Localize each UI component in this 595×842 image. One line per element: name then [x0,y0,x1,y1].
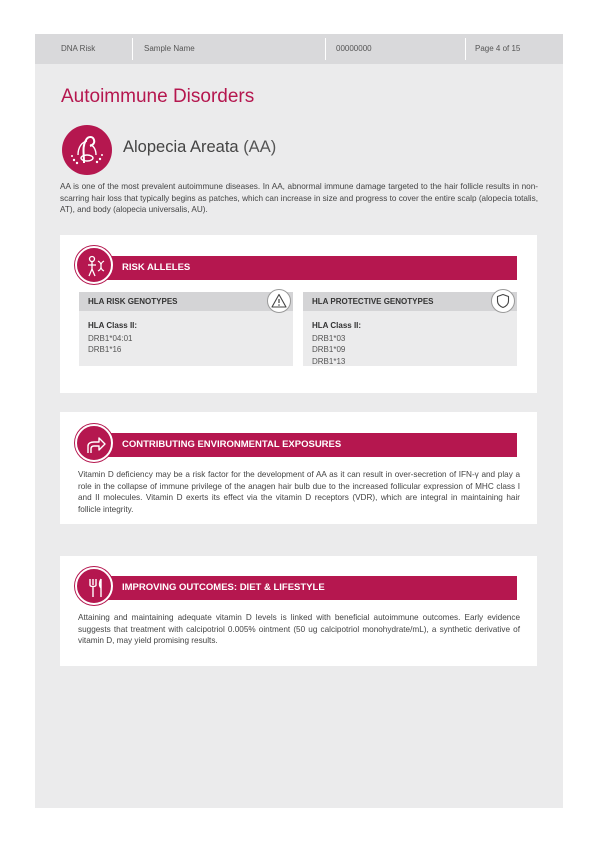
page-header [35,34,563,64]
protective-allele: DRB1*03 [312,333,346,343]
outcomes-text: Attaining and maintaining adequate vitamin D levels is linked with beneficial autoimmune outcomes. Early evidence suggests that treatment with calcipotriol 0.005% ointment (50 ug calcipotriol monohydrate/mL), a synthetic derivative of vitamin D, may yield promising results. [78,613,520,645]
sample-name: Sample Name [144,44,195,53]
risk-class-title: HLA Class II: [88,321,138,330]
dna-person-icon [75,246,113,284]
arrow-hand-icon [75,424,113,462]
protective-allele: DRB1*09 [312,345,346,354]
report-page [35,34,563,808]
section-title: Autoimmune Disorders [61,86,255,107]
environmental-banner: CONTRIBUTING ENVIRONMENTAL EXPOSURES [88,433,517,457]
outcomes-banner: IMPROVING OUTCOMES: DIET & LIFESTYLE [88,576,517,600]
disease-description: AA is one of the most prevalent autoimmune diseases. In AA, abnormal immune damage targeted to the hair follicle results in non-scarring hair loss that typically begins as patches, which can increase in size and progress to cover the entire scalp (alopecia totalis, AT), and body (alopecia universalis, AU). [60,182,538,214]
risk-allele: DRB1*16 [88,345,122,354]
warning-triangle-icon [267,289,291,313]
protective-class-title: HLA Class II: [312,321,362,330]
risk-genotypes-header [79,292,293,311]
risk-alleles-banner: RISK ALLELES [88,256,517,280]
protective-genotypes-title: HLA PROTECTIVE GENOTYPES [312,297,434,306]
report-type: DNA Risk [61,44,96,53]
disease-abbreviation: (AA) [243,138,277,156]
risk-alleles-card [60,235,537,393]
shield-icon [491,289,515,313]
page-number: Page 4 of 15 [475,44,521,53]
outcomes-card [60,556,537,666]
header-divider [325,38,326,60]
environmental-card [60,412,537,524]
protective-genotypes-panel [303,292,517,366]
fork-knife-icon [75,567,113,605]
risk-genotypes-body [79,311,293,366]
hair-follicle-icon [62,125,112,175]
risk-genotypes-title: HLA RISK GENOTYPES [88,297,178,306]
header-divider [465,38,466,60]
risk-allele: DRB1*04:01 [88,333,133,343]
sample-id: 00000000 [336,44,372,53]
protective-genotypes-header [303,292,517,311]
environmental-text: Vitamin D deficiency may be a risk factor for the development of AA as it can result in over-secretion of IFN-γ and play a role in the collapse of immune privilege of the anagen hair bulb due to the increased follicular expression of MHC class I and II molecules. Vitamin D exerts its effect via the vitamin D receptors (VDR), which are integral in maintaining hair follicle integrity. [78,470,520,514]
risk-genotypes-panel [79,292,293,366]
disease-name [123,138,276,157]
disease-title: Alopecia Areata [123,138,239,156]
protective-genotypes-body [303,311,517,366]
header-divider [132,38,133,60]
protective-allele: DRB1*13 [312,356,346,366]
